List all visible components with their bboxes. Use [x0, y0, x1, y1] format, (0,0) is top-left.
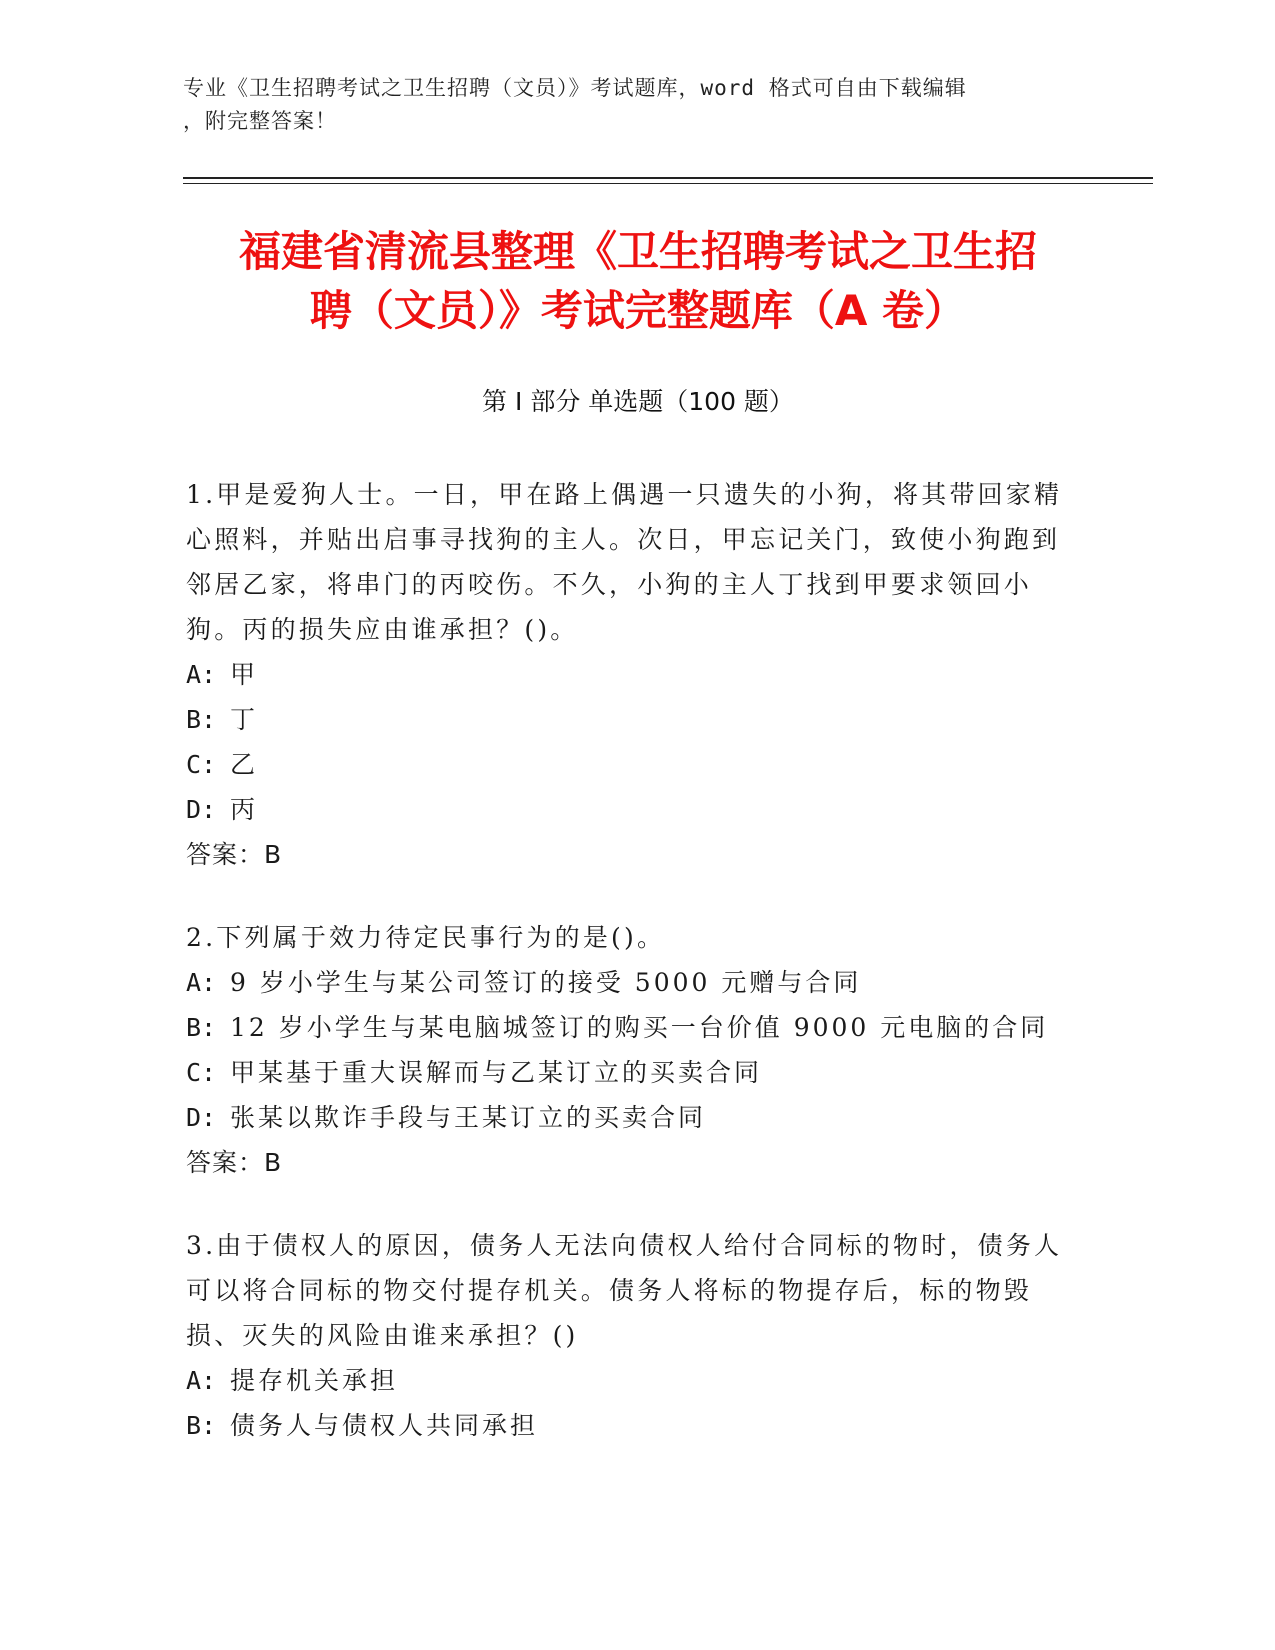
- question-stem: 3.由于债权人的原因，债务人无法向债权人给付合同标的物时，债务人可以将合同标的物交付提存机关。债务人将标的物提存后，标的物毁损、灭失的风险由谁来承担？(): [186, 1231, 1063, 1350]
- option-b: [186, 1005, 1066, 1050]
- option-text: 提存机关承担: [230, 1366, 399, 1395]
- answer: 答案：B: [186, 1148, 283, 1177]
- option-label: A:: [186, 968, 217, 997]
- option-a: [186, 652, 1066, 697]
- header-note: [183, 72, 1053, 138]
- option-text: 丙: [230, 795, 259, 824]
- option-label: D:: [186, 1103, 217, 1132]
- option-label: B:: [186, 1013, 217, 1042]
- option-text: 债务人与债权人共同承担: [230, 1411, 539, 1440]
- question-2: [186, 915, 1066, 1185]
- option-label: B:: [186, 1411, 217, 1440]
- option-text: 张某以欺诈手段与王某订立的买卖合同: [230, 1103, 707, 1132]
- option-label: C:: [186, 1058, 217, 1087]
- option-label: A:: [186, 1366, 217, 1395]
- option-label: C:: [186, 750, 217, 779]
- option-c: [186, 1050, 1066, 1095]
- option-text: 甲: [230, 660, 259, 689]
- option-label: B:: [186, 705, 217, 734]
- option-label: D:: [186, 795, 217, 824]
- header-rule-thick: [183, 177, 1153, 179]
- header-rule-thin: [183, 183, 1153, 184]
- header-note-line-1: 专业《卫生招聘考试之卫生招聘（文员）》考试题库，word 格式可自由下载编辑: [183, 76, 967, 100]
- document-title-line-2: 聘（文员）》考试完整题库（A 卷）: [309, 286, 967, 335]
- option-a: [186, 960, 1066, 1005]
- answer: 答案：B: [186, 840, 283, 869]
- document-title: [183, 222, 1093, 340]
- header-note-line-2: ，附完整答案！: [183, 109, 337, 133]
- option-text: 9 岁小学生与某公司签订的接受 5000 元赠与合同: [230, 968, 862, 997]
- option-c: [186, 742, 1066, 787]
- option-label: A:: [186, 660, 217, 689]
- option-b: [186, 697, 1066, 742]
- question-stem: 1.甲是爱狗人士。一日，甲在路上偶遇一只遗失的小狗，将其带回家精心照料，并贴出启事寻找狗的主人。次日，甲忘记关门，致使小狗跑到邻居乙家，将串门的丙咬伤。不久，小狗的主人丁找到甲要求领回小狗。丙的损失应由谁承担？()。: [186, 480, 1063, 644]
- question-list: [186, 472, 1066, 1486]
- option-text: 丁: [230, 705, 259, 734]
- option-d: [186, 787, 1066, 832]
- question-3: [186, 1223, 1066, 1448]
- question-stem: 2.下列属于效力待定民事行为的是()。: [186, 923, 666, 952]
- question-1: [186, 472, 1066, 877]
- option-text: 12 岁小学生与某电脑城签订的购买一台价值 9000 元电脑的合同: [230, 1013, 1049, 1042]
- option-text: 甲某基于重大误解而与乙某订立的买卖合同: [230, 1058, 763, 1087]
- section-title: 第 I 部分 单选题（100 题）: [482, 387, 794, 416]
- option-a: [186, 1358, 1066, 1403]
- option-b: [186, 1403, 1066, 1448]
- option-d: [186, 1095, 1066, 1140]
- document-title-line-1: 福建省清流县整理《卫生招聘考试之卫生招: [238, 227, 1037, 276]
- option-text: 乙: [230, 750, 259, 779]
